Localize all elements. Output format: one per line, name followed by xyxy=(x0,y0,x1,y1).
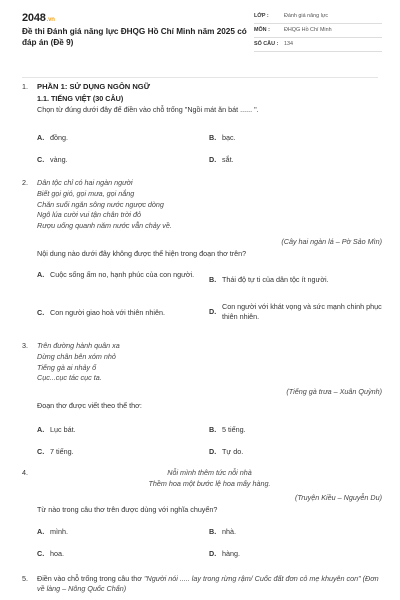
meta-row-class xyxy=(254,10,382,24)
option-letter: B. xyxy=(209,527,217,537)
prompt-quote: "Người nói ..... lay trong rừng rậm/ Cuốc đất đơn cỏ mẹ khuyên con" xyxy=(144,574,361,583)
option-d[interactable] xyxy=(209,302,384,321)
question-prompt: Đoạn thơ được viết theo thể thơ: xyxy=(37,400,142,410)
option-letter: B. xyxy=(209,132,217,142)
option-c[interactable] xyxy=(37,155,207,165)
question-number: 3. xyxy=(22,341,28,350)
prompt-text: Điền vào chỗ trống trong câu thơ xyxy=(37,574,144,583)
option-text: sắt. xyxy=(222,154,234,164)
option-letter: B. xyxy=(209,424,217,434)
option-text: Con người với khát vọng và sức mạnh chinh phục thiên nhiên. xyxy=(222,302,382,322)
question-5 xyxy=(22,574,382,593)
option-letter: A. xyxy=(37,132,45,142)
poem-line: Thềm hoa một bước lệ hoa mấy hàng. xyxy=(148,478,271,488)
option-text: Con người giao hoà với thiên nhiên. xyxy=(50,308,165,318)
poem-line: Biết gọi gió, gọi mưa, gọi nắng xyxy=(37,188,135,198)
option-text: nhà. xyxy=(222,527,236,537)
option-text: Thái độ tự ti của dân tộc ít người. xyxy=(222,275,329,285)
question-number: 4. xyxy=(22,468,28,477)
poem-line: Chăn suối ngăn sông nước ngược dòng xyxy=(37,199,164,209)
logo-suffix: .vn xyxy=(46,17,55,23)
option-letter: D. xyxy=(209,549,217,559)
option-text: mình. xyxy=(50,527,68,537)
question-3 xyxy=(22,341,382,467)
poem-source: (Tiếng gà trưa – Xuân Quỳnh) xyxy=(286,387,382,397)
meta-row-subject xyxy=(254,24,382,38)
question-prompt: Nội dung nào dưới đây không được thể hiện trong đoạn thơ trên? xyxy=(37,248,247,258)
option-letter: C. xyxy=(37,154,45,164)
question-number: 5. xyxy=(22,574,28,583)
option-a[interactable] xyxy=(37,527,207,537)
option-c[interactable] xyxy=(37,308,202,318)
option-letter: B. xyxy=(209,275,217,285)
meta-value: ĐHQG Hồ Chí Minh xyxy=(284,26,332,33)
poem-source: (Cây hai ngàn lá – Pờ Sảo Mìn) xyxy=(281,236,382,246)
option-letter: D. xyxy=(209,307,217,317)
poem-line: Dân tộc chỉ có hai ngàn người xyxy=(37,178,133,187)
poem-line: Nỗi mình thêm tức nỗi nhà xyxy=(167,468,252,477)
logo-main: 2048 xyxy=(22,12,46,24)
option-letter: A. xyxy=(37,527,45,537)
option-a[interactable] xyxy=(37,270,197,280)
option-text: Tự do. xyxy=(222,446,244,456)
option-text: vàng. xyxy=(50,154,68,164)
poem-excerpt xyxy=(37,178,382,232)
option-text: Lục bát. xyxy=(50,424,76,434)
option-letter: C. xyxy=(37,308,45,318)
option-text: 5 tiếng. xyxy=(222,424,246,434)
option-c[interactable] xyxy=(37,447,207,457)
meta-row-count xyxy=(254,38,382,52)
question-2 xyxy=(22,178,382,334)
option-letter: A. xyxy=(37,270,45,280)
prompt-source: (Đơn về làng – Nông Quốc Chấn) xyxy=(37,574,379,593)
question-prompt: Từ nào trong câu thơ trên được dùng với nghĩa chuyển? xyxy=(37,505,218,515)
option-c[interactable] xyxy=(37,549,207,559)
option-text: hàng. xyxy=(222,549,240,559)
page-header xyxy=(0,0,400,78)
option-text: Cuộc sống ấm no, hạnh phúc của con người. xyxy=(50,270,195,280)
option-letter: A. xyxy=(37,424,45,434)
option-letter: D. xyxy=(209,446,217,456)
option-d[interactable] xyxy=(209,549,379,559)
option-a[interactable] xyxy=(37,133,207,143)
poem-source: (Truyện Kiều – Nguyễn Du) xyxy=(295,492,382,502)
option-letter: D. xyxy=(209,154,217,164)
option-letter: C. xyxy=(37,549,45,559)
option-a[interactable] xyxy=(37,425,207,435)
option-b[interactable] xyxy=(209,275,389,285)
question-number: 2. xyxy=(22,178,28,187)
header-divider xyxy=(22,77,378,78)
option-b[interactable] xyxy=(209,425,379,435)
subsection-title: 1.1. TIẾNG VIỆT (30 CÂU) xyxy=(37,94,124,104)
question-prompt: Chọn từ đúng dưới đây để điền vào chỗ trống "Ngồi mát ăn bát ...... ". xyxy=(37,104,259,114)
option-d[interactable] xyxy=(209,155,379,165)
poem-line: Trên đường hành quân xa xyxy=(37,341,120,350)
meta-value: Đánh giá năng lực xyxy=(284,12,329,19)
option-d[interactable] xyxy=(209,447,379,457)
option-letter: C. xyxy=(37,446,45,456)
meta-value: 134 xyxy=(284,40,293,47)
option-text: hoa. xyxy=(50,549,64,559)
doc-title: Đề thi Đánh giá năng lực ĐHQG Hồ Chí Minh năm 2025 có đáp án (Đề 9) xyxy=(22,27,247,47)
question-4 xyxy=(22,468,382,567)
poem-line: Ngô lúa cười vui tận chân trời đỏ xyxy=(37,210,141,220)
meta-key: LỚP : xyxy=(254,12,269,19)
option-b[interactable] xyxy=(209,527,379,537)
option-text: bạc. xyxy=(222,132,236,142)
option-b[interactable] xyxy=(209,133,379,143)
poem-line: Cục...cục tác cục ta. xyxy=(37,373,102,383)
option-text: đồng. xyxy=(50,132,68,142)
site-logo[interactable] xyxy=(22,11,55,26)
question-prompt xyxy=(37,574,382,593)
poem-excerpt xyxy=(37,468,382,490)
meta-table xyxy=(254,10,382,52)
section-title: PHẦN 1: SỬ DỤNG NGÔN NGỮ xyxy=(37,82,151,91)
meta-key: SỐ CÂU : xyxy=(254,40,279,47)
poem-excerpt xyxy=(37,341,382,384)
poem-line: Rượu uống quanh năm nước vẫn chảy về. xyxy=(37,221,172,231)
question-1 xyxy=(22,82,382,169)
meta-key: MÔN : xyxy=(254,26,270,33)
question-number: 1. xyxy=(22,82,28,91)
poem-line: Dừng chân bên xóm nhỏ xyxy=(37,351,116,361)
option-text: 7 tiếng. xyxy=(50,446,74,456)
poem-line: Tiếng gà ai nhảy ổ xyxy=(37,362,97,372)
